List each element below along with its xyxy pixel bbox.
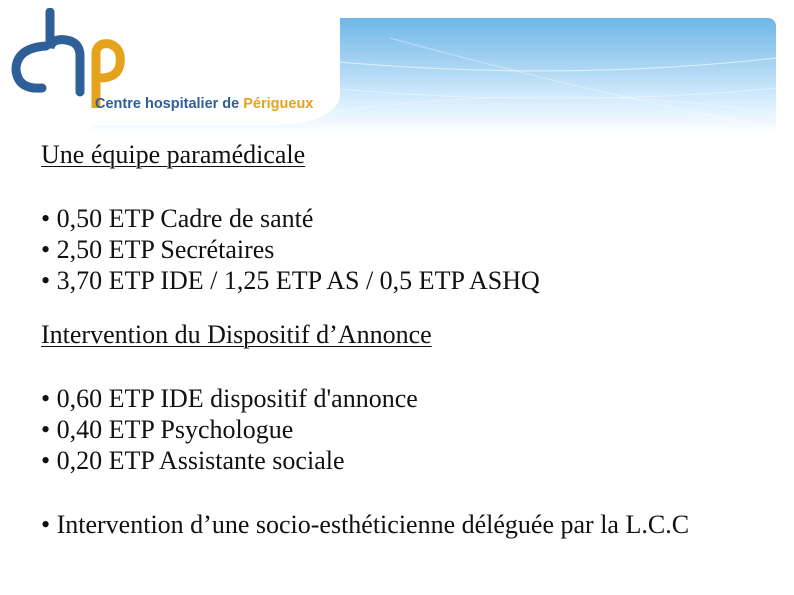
organization-name-prefix: Centre hospitalier de: [95, 96, 244, 112]
list-item: • 0,40 ETP Psychologue: [41, 415, 294, 444]
slide-content: [41, 140, 781, 566]
paramedical-staff-list: [41, 203, 781, 296]
list-item: • 2,50 ETP Secrétaires: [41, 235, 275, 264]
socio-esthetician-note: • Intervention d’une socio-esthéticienne déléguée par la L.C.C: [41, 510, 690, 539]
announcement-staff-list: [41, 383, 781, 476]
organization-name-city: Périgueux: [243, 96, 314, 112]
list-item: • 0,50 ETP Cadre de santé: [41, 204, 314, 233]
chp-logo-icon: [8, 8, 128, 108]
list-item: • 3,70 ETP IDE / 1,25 ETP AS / 0,5 ETP ASHQ: [41, 266, 540, 295]
section-title-paramedical-team: Une équipe paramédicale: [41, 140, 306, 169]
list-item: • 0,60 ETP IDE dispositif d'annonce: [41, 384, 418, 413]
list-item: • 0,20 ETP Assistante sociale: [41, 446, 345, 475]
logo-area: [0, 0, 340, 125]
section-title-announcement-device: Intervention du Dispositif d’Annonce: [41, 320, 432, 349]
organization-name: [95, 96, 313, 112]
